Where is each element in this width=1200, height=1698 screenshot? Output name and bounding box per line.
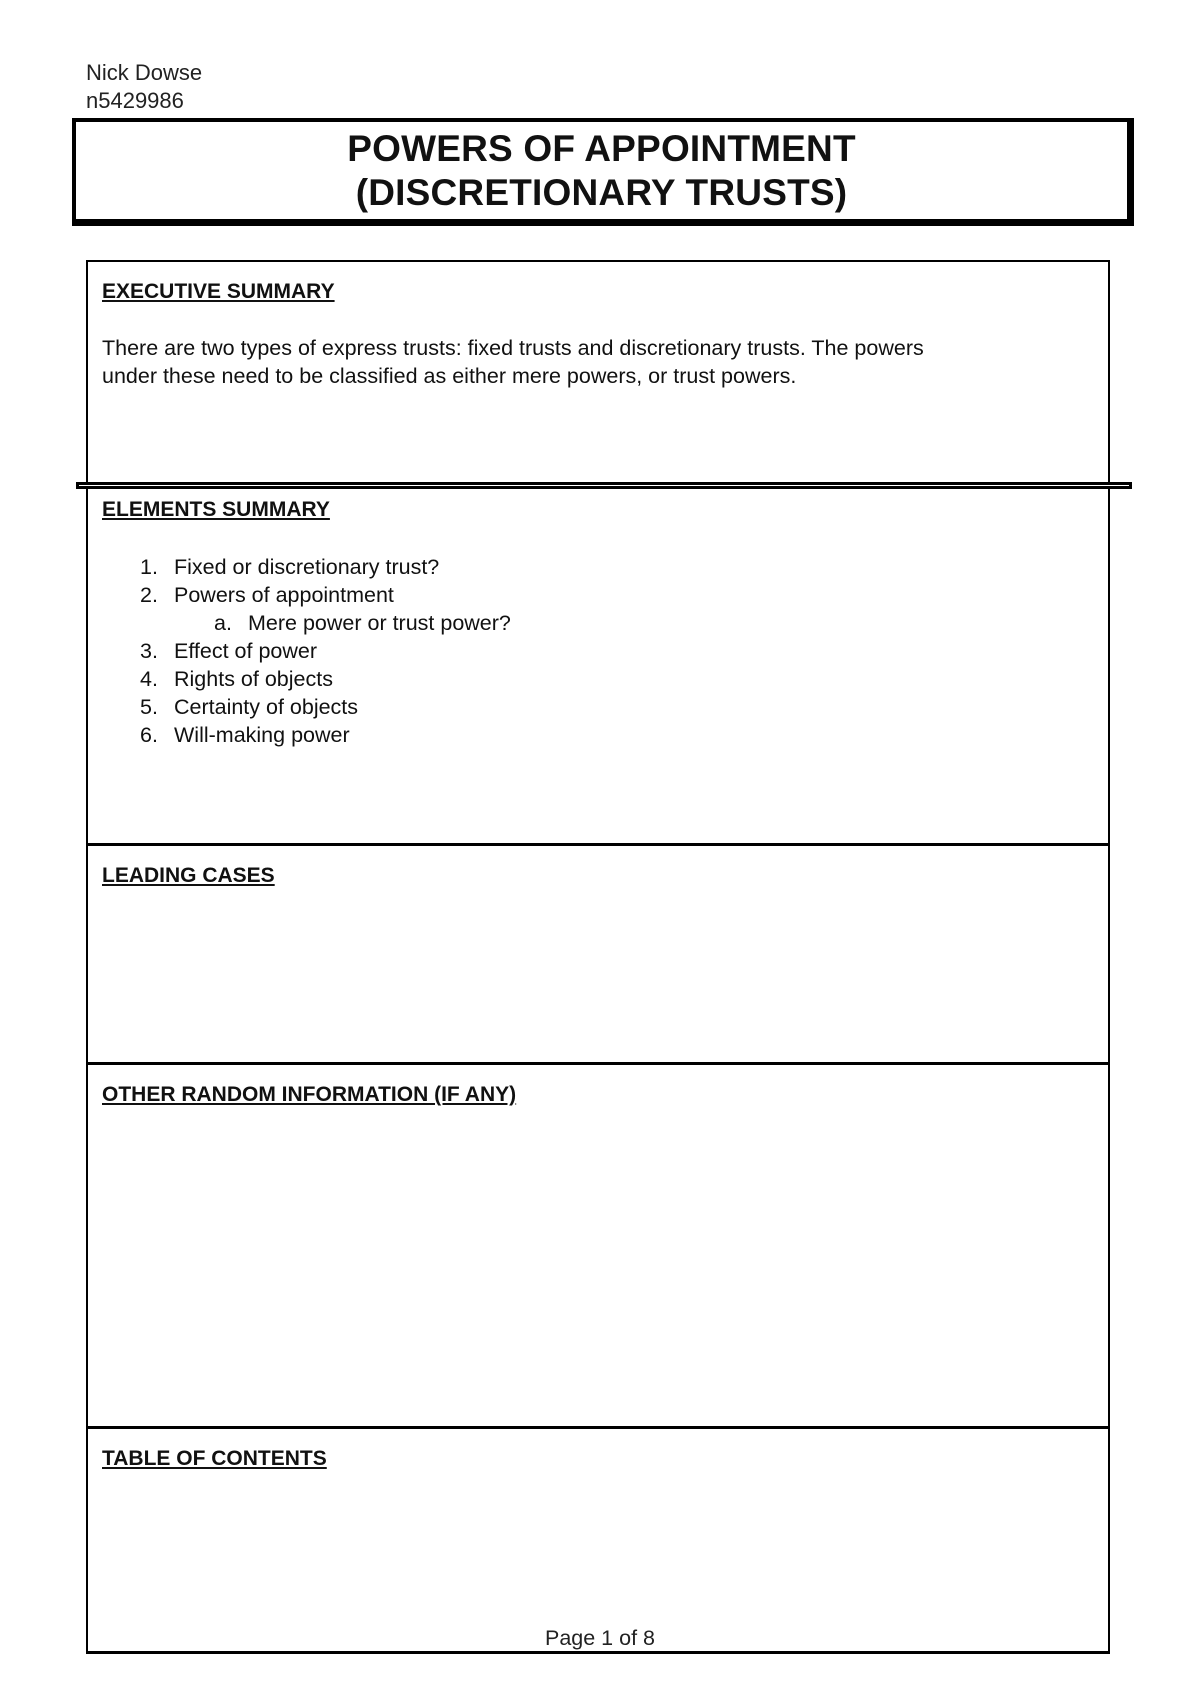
leading-cases-heading: LEADING CASES — [102, 864, 275, 887]
title-line-2: (DISCRETIONARY TRUSTS) — [355, 171, 848, 213]
list-item: 3. Effect of power — [140, 639, 318, 663]
title-box — [72, 118, 1134, 226]
section-divider — [86, 1062, 1110, 1065]
elements-list — [130, 553, 511, 749]
student-id: n5429986 — [86, 88, 184, 113]
section-divider — [86, 843, 1110, 846]
list-subitem: a. Mere power or trust power? — [214, 611, 511, 635]
page-number: Page 1 of 8 — [545, 1626, 655, 1650]
executive-summary-line-1: There are two types of express trusts: fixed trusts and discretionary trusts. The powers — [102, 336, 924, 360]
table-of-contents-heading: TABLE OF CONTENTS — [102, 1447, 327, 1470]
list-item: 5. Certainty of objects — [140, 695, 359, 719]
title-line-1: POWERS OF APPOINTMENT — [347, 127, 856, 169]
executive-summary-line-2: under these need to be classified as either mere powers, or trust powers. — [102, 364, 797, 388]
list-item: 6. Will-making power — [140, 723, 350, 747]
section-divider — [86, 1426, 1110, 1429]
list-item: 1. Fixed or discretionary trust? — [140, 555, 440, 579]
frame-top-rule — [86, 260, 1110, 262]
executive-summary-heading: EXECUTIVE SUMMARY — [102, 280, 335, 303]
list-item: 2. Powers of appointment — [140, 583, 394, 607]
elements-summary-heading: ELEMENTS SUMMARY — [102, 498, 330, 521]
summary-frame — [86, 261, 1110, 1653]
list-item: 4. Rights of objects — [140, 667, 333, 691]
author-name: Nick Dowse — [86, 60, 203, 85]
section-divider-thick — [76, 482, 1132, 489]
other-info-heading: OTHER RANDOM INFORMATION (IF ANY) — [102, 1083, 517, 1106]
